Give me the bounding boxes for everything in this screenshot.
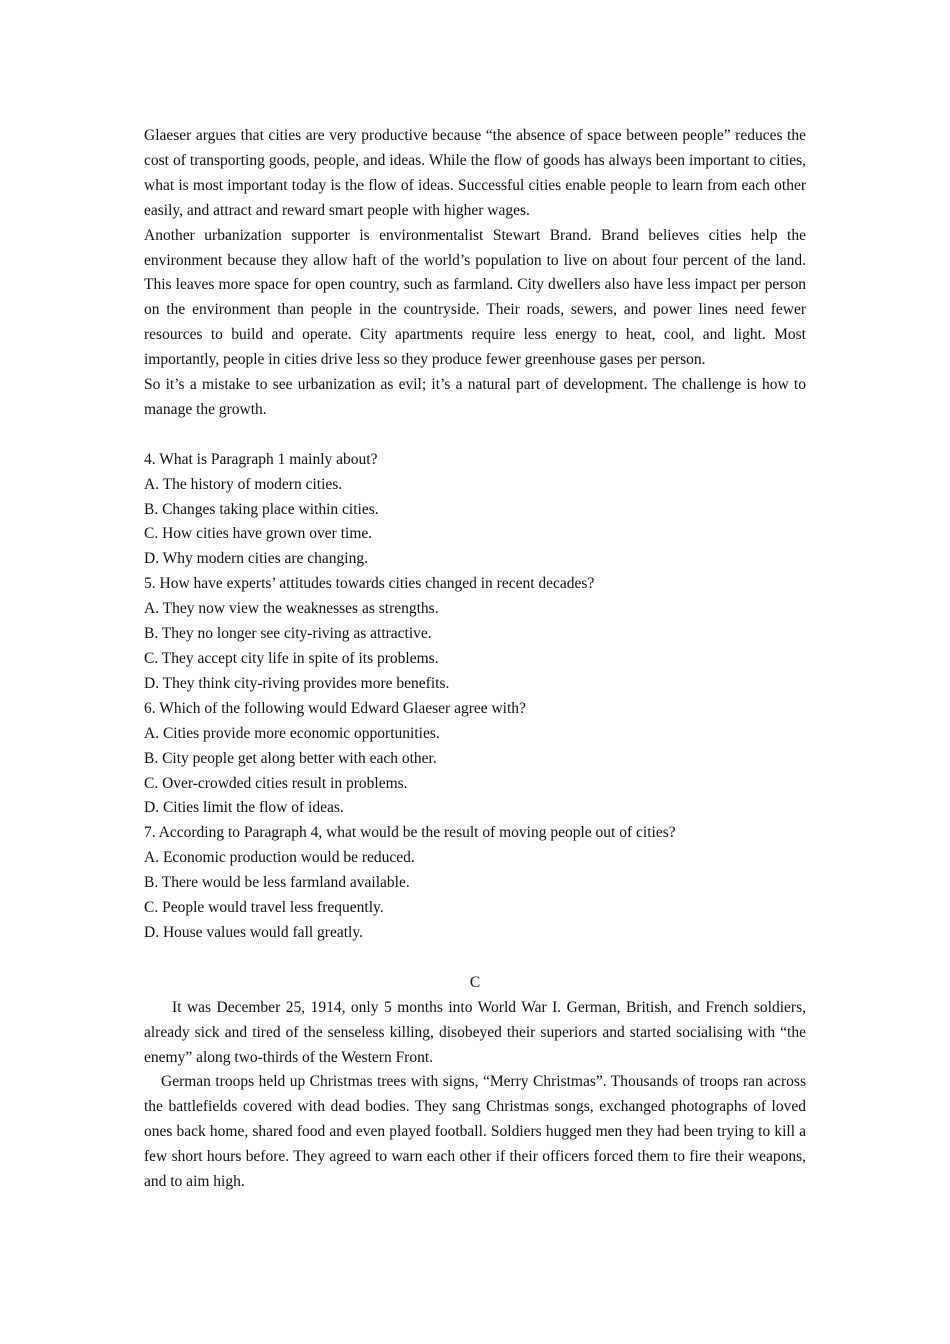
section-heading: C — [469, 973, 481, 991]
option-c: C. People would travel less frequently. — [144, 899, 384, 917]
question-4 — [144, 448, 806, 573]
option-a: A. They now view the weaknesses as strengths. — [144, 600, 439, 618]
question-6 — [144, 697, 806, 822]
spacer — [144, 423, 806, 448]
option-c: C. Over-crowded cities result in problems. — [144, 774, 408, 792]
option-a: A. Cities provide more economic opportunities. — [144, 724, 440, 742]
option-c: C. They accept city life in spite of its problems. — [144, 650, 439, 668]
option-d: D. House values would fall greatly. — [144, 923, 363, 941]
passage-b-paragraph-2: Another urbanization supporter is environmentalist Stewart Brand. Brand believes cities help the environment because they allow haft of the world’s population to live on about four percent of the land. This leaves more space for open country, such as farmland. City dwellers also have less impact per person on the environment than people in the countryside. Their roads, sewers, and power lines need fewer resources to build and operate. City apartments require less energy to heat, cool, and light. Most importantly, people in cities drive less so they produce fewer greenhouse gases per person. — [144, 226, 806, 369]
option-a: A. Economic production would be reduced. — [144, 849, 415, 867]
spacer — [144, 946, 806, 971]
option-d: D. They think city-riving provides more benefits. — [144, 674, 450, 692]
document-page — [144, 124, 806, 1195]
option-a: A. The history of modern cities. — [144, 475, 343, 493]
passage-b-paragraph-1: Glaeser argues that cities are very productive because “the absence of space between people” reduces the cost of transporting goods, people, and ideas. While the flow of goods has always been important to cities, what is most important today is the flow of ideas. Successful cities enable people to learn from each other easily, and attract and reward smart people with higher wages. — [144, 127, 806, 219]
option-d: D. Cities limit the flow of ideas. — [144, 799, 344, 817]
option-b: B. They no longer see city-riving as attractive. — [144, 625, 432, 643]
option-c: C. How cities have grown over time. — [144, 525, 373, 543]
question-stem: 4. What is Paragraph 1 mainly about? — [144, 450, 378, 468]
passage-b-paragraph-3: So it’s a mistake to see urbanization as evil; it’s a natural part of development. The challenge is how to manage the growth. — [144, 376, 806, 418]
question-7 — [144, 821, 806, 946]
option-b: B. City people get along better with each other. — [144, 749, 437, 767]
option-b: B. Changes taking place within cities. — [144, 500, 379, 518]
passage-c-paragraph-2: German troops held up Christmas trees with signs, “Merry Christmas”. Thousands of troops ran across the battlefields covered with dead bodies. They sang Christmas songs, exchanged photographs of loved ones back home, shared food and even played football. Soldiers hugged men they had been trying to kill a few short hours before. They agreed to warn each other if their officers forced them to fire their weapons, and to aim high. — [144, 1073, 806, 1191]
question-stem: 5. How have experts’ attitudes towards cities changed in recent decades? — [144, 575, 595, 593]
option-b: B. There would be less farmland available. — [144, 874, 410, 892]
question-stem: 7. According to Paragraph 4, what would be the result of moving people out of cities? — [144, 824, 676, 842]
passage-c-paragraph-1: It was December 25, 1914, only 5 months into World War I. German, British, and French soldiers, already sick and tired of the senseless killing, disobeyed their superiors and started socialising with “the enemy” along two-thirds of the Western Front. — [144, 998, 806, 1066]
option-d: D. Why modern cities are changing. — [144, 550, 368, 568]
question-stem: 6. Which of the following would Edward Glaeser agree with? — [144, 699, 526, 717]
question-5 — [144, 572, 806, 697]
